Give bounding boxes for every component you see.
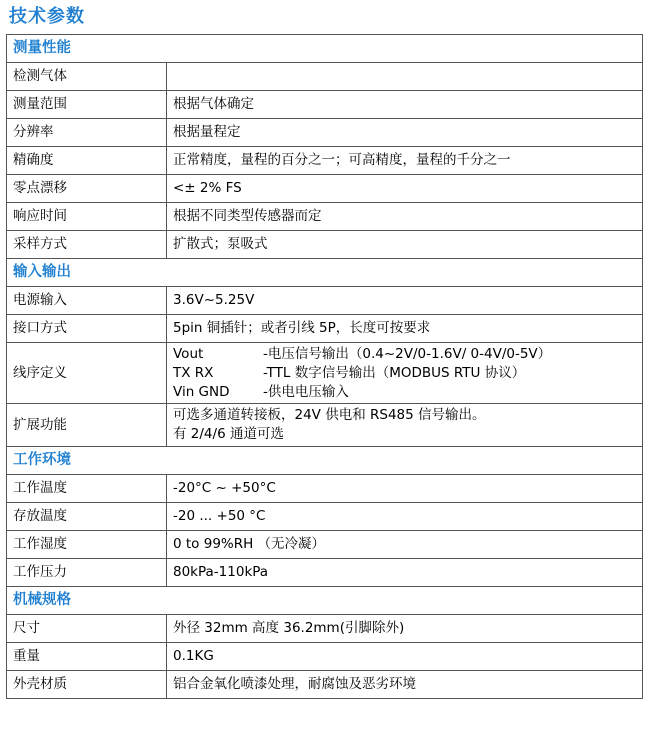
pin-desc: -供电电压输入 [263, 383, 349, 400]
row-value [167, 63, 643, 91]
row-value: 5pin 铜插针；或者引线 5P，长度可按要求 [167, 315, 643, 343]
row-label: 工作湿度 [7, 531, 167, 559]
table-row [7, 63, 643, 91]
row-label: 精确度 [7, 147, 167, 175]
row-value: 根据不同类型传感器而定 [167, 203, 643, 231]
section-heading-row [7, 35, 643, 63]
section-heading: 输入输出 [7, 259, 643, 287]
row-label: 工作温度 [7, 475, 167, 503]
row-value: -20 ... +50 °C [167, 503, 643, 531]
section-heading-row [7, 587, 643, 615]
section-heading: 机械规格 [7, 587, 643, 615]
row-value: <± 2% FS [167, 175, 643, 203]
row-label: 外壳材质 [7, 671, 167, 699]
row-label: 分辨率 [7, 119, 167, 147]
spec-table [6, 34, 643, 699]
row-value: 0 to 99%RH （无冷凝） [167, 531, 643, 559]
table-row [7, 203, 643, 231]
value-line: 可选多通道转接板，24V 供电和 RS485 信号输出。 [173, 407, 486, 423]
row-value: -20°C ~ +50°C [167, 475, 643, 503]
row-value-multiline [167, 343, 643, 404]
row-label: 尺寸 [7, 615, 167, 643]
row-label: 响应时间 [7, 203, 167, 231]
table-row [7, 343, 643, 404]
pin-desc: -电压信号输出（0.4~2V/0-1.6V/ 0-4V/0-5V） [263, 345, 552, 362]
table-row [7, 315, 643, 343]
table-row [7, 175, 643, 203]
row-label: 工作压力 [7, 559, 167, 587]
section-heading-row [7, 259, 643, 287]
section-heading-row [7, 447, 643, 475]
pin-line [173, 364, 636, 383]
pin-name: TX RX [173, 364, 214, 381]
row-value: 3.6V~5.25V [167, 287, 643, 315]
table-row [7, 119, 643, 147]
section-heading: 工作环境 [7, 447, 643, 475]
table-row [7, 231, 643, 259]
table-row [7, 503, 643, 531]
row-label: 测量范围 [7, 91, 167, 119]
row-label: 采样方式 [7, 231, 167, 259]
table-row [7, 615, 643, 643]
table-row [7, 475, 643, 503]
table-row [7, 147, 643, 175]
row-value: 根据气体确定 [167, 91, 643, 119]
table-row [7, 671, 643, 699]
table-row [7, 404, 643, 447]
row-value: 根据量程定 [167, 119, 643, 147]
pin-name: Vout [173, 345, 204, 362]
row-value: 正常精度，量程的百分之一；可高精度，量程的千分之一 [167, 147, 643, 175]
table-row [7, 531, 643, 559]
value-line: 有 2/4/6 通道可选 [173, 426, 284, 442]
row-label: 扩展功能 [7, 404, 167, 447]
pin-line [173, 383, 636, 402]
table-row [7, 643, 643, 671]
pin-line [173, 345, 636, 364]
row-value: 扩散式；泵吸式 [167, 231, 643, 259]
row-value-multiline [167, 404, 643, 447]
row-label: 重量 [7, 643, 167, 671]
row-value: 铝合金氧化喷漆处理，耐腐蚀及恶劣环境 [167, 671, 643, 699]
row-value: 0.1KG [167, 643, 643, 671]
pin-desc: -TTL 数字信号输出（MODBUS RTU 协议） [263, 364, 526, 381]
table-row [7, 559, 643, 587]
section-heading: 测量性能 [7, 35, 643, 63]
row-value: 外径 32mm 高度 36.2mm(引脚除外) [167, 615, 643, 643]
row-label: 存放温度 [7, 503, 167, 531]
pin-name: Vin GND [173, 383, 230, 400]
table-row [7, 287, 643, 315]
table-row [7, 91, 643, 119]
row-label: 电源输入 [7, 287, 167, 315]
row-label: 检测气体 [7, 63, 167, 91]
row-value: 80kPa-110kPa [167, 559, 643, 587]
row-label: 线序定义 [7, 343, 167, 404]
row-label: 零点漂移 [7, 175, 167, 203]
row-label: 接口方式 [7, 315, 167, 343]
page-title: 技术参数 [9, 6, 85, 27]
